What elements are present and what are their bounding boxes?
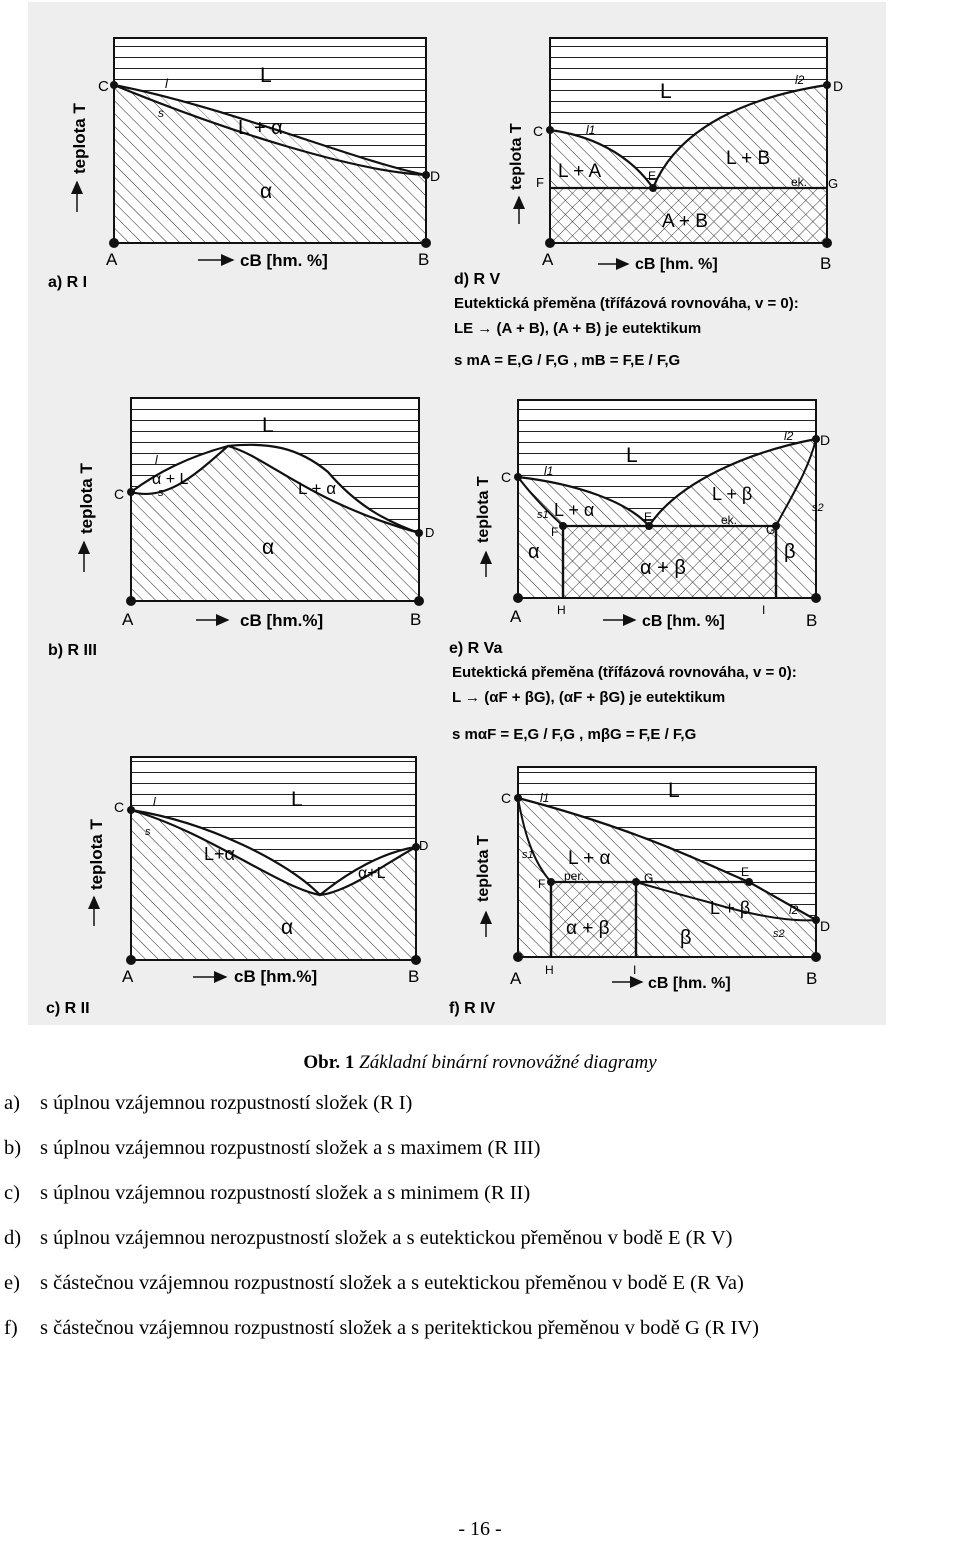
- panel-f-label-A: A: [510, 969, 522, 988]
- panel-f-label-C: C: [501, 790, 512, 806]
- panel-b-caption: b) R III: [48, 642, 97, 659]
- panel-d-axis-x: cB [hm. %]: [635, 256, 718, 273]
- panel-f-label-B: B: [806, 969, 818, 988]
- panel-b-axis-x: cB [hm.%]: [240, 611, 324, 630]
- panel-b-label-two-phase-left: α + L: [152, 471, 189, 488]
- panel-e-label-ek: ek.: [721, 513, 738, 527]
- panel-e-label-B: B: [806, 611, 818, 630]
- panel-f-label-E: E: [741, 865, 750, 879]
- legend-item: a) s úplnou vzájemnou rozpustností složek (R I): [4, 1092, 413, 1114]
- panel-f-label-ab: α + β: [566, 918, 610, 939]
- panel-f-label-Lb: L + β: [710, 898, 751, 918]
- panel-e-label-beta: β: [784, 541, 796, 563]
- panel-f-label-G: G: [644, 871, 654, 885]
- panel-d-label-AB: A + B: [662, 211, 708, 232]
- panel-f-label-s1: s1: [522, 849, 534, 861]
- panel-f-label-F: F: [538, 877, 546, 891]
- panel-f-label-per: per.: [564, 869, 585, 883]
- panel-d-label-L: L: [660, 80, 672, 103]
- panel-d-label-l1: l1: [586, 123, 596, 137]
- panel-c-label-D: D: [419, 838, 429, 853]
- panel-c-label-two-phase-left: L+α: [204, 844, 235, 864]
- panel-c-label-A: A: [122, 967, 134, 986]
- panel-c-label-two-phase-right: α+L: [358, 865, 386, 882]
- page-number: - 16 -: [458, 1518, 502, 1540]
- panel-e-label-L: L: [626, 444, 638, 467]
- panel-c-diagram: [46, 757, 428, 1017]
- figure-caption-prefix: Obr. 1: [303, 1052, 355, 1073]
- panel-c-label-B: B: [408, 967, 420, 986]
- panel-e-diagram: [449, 400, 830, 743]
- panel-a-caption: a) R I: [48, 274, 88, 291]
- panel-b-label-A: A: [122, 610, 134, 629]
- panel-a-axis-y: teplota T: [70, 103, 89, 174]
- panel-e-label-D: D: [820, 432, 831, 448]
- panel-c-label-L: L: [291, 788, 303, 811]
- panel-e-label-La: L + α: [554, 500, 595, 520]
- panel-e-text-line2: L → (αF + βG), (αF + βG) je eutektikum: [452, 689, 726, 706]
- panel-a-label-two-phase: L + α: [238, 117, 283, 139]
- panel-b-label-C: C: [114, 486, 125, 502]
- panel-d-label-ek: ek.: [791, 175, 808, 189]
- panel-e-caption: e) R Va: [449, 640, 503, 657]
- legend-item: b) s úplnou vzájemnou rozpustností složek a s maximem (R III): [4, 1137, 541, 1159]
- panel-f-label-l2: l2: [789, 903, 799, 917]
- panel-a-label-C: C: [98, 78, 109, 95]
- legend-item: d) s úplnou vzájemnou nerozpustností složek a s eutektickou přeměnou v bodě E (R V): [4, 1227, 733, 1249]
- panel-d-label-l2: l2: [795, 73, 805, 87]
- panel-b-axis-y: teplota T: [77, 463, 96, 534]
- phase-diagram-figure: [28, 2, 886, 1025]
- panel-e-label-s2: s2: [812, 502, 824, 514]
- panel-e-label-G: G: [766, 523, 776, 537]
- panel-f-label-beta: β: [680, 927, 692, 949]
- panel-e-label-C: C: [501, 469, 512, 485]
- figure-legend-list: [0, 1092, 960, 1362]
- panel-f-caption: f) R IV: [449, 1000, 496, 1017]
- panel-b-label-alpha: α: [262, 536, 275, 559]
- panel-a-label-L: L: [260, 64, 272, 87]
- panel-e-label-alpha: α: [528, 541, 540, 563]
- panel-e-label-I: I: [762, 603, 766, 617]
- panel-d-label-A: A: [542, 250, 554, 269]
- panel-d-label-G: G: [828, 176, 839, 191]
- panel-c-axis-x: cB [hm.%]: [234, 967, 318, 986]
- figure-caption-text: Základní binární rovnovážné diagramy: [359, 1052, 657, 1073]
- panel-d-label-C: C: [533, 123, 544, 139]
- panel-e-label-l2: l2: [784, 429, 794, 443]
- panel-a-label-l: l: [165, 76, 168, 91]
- legend-item: c) s úplnou vzájemnou rozpustností složek a s minimem (R II): [4, 1182, 531, 1204]
- panel-a-diagram: [48, 38, 440, 291]
- panel-d-text-line3: s mA = E,G / F,G , mB = F,E / F,G: [454, 352, 681, 369]
- panel-c-label-s: s: [145, 826, 151, 838]
- panel-b-label-L: L: [262, 414, 274, 437]
- panel-a-label-A: A: [106, 250, 118, 269]
- legend-item: e) s částečnou vzájemnou rozpustností složek a s eutektickou přeměnou v bodě E (R Va): [4, 1272, 744, 1294]
- panel-a-label-D: D: [430, 168, 441, 184]
- panel-e-text-line1: Eutektická přeměna (třífázová rovnováha, v = 0):: [452, 664, 797, 681]
- panel-e-label-l1: l1: [544, 464, 554, 478]
- panel-d-label-LA: L + A: [558, 161, 602, 182]
- panel-b-label-s: s: [158, 487, 164, 499]
- panel-e-label-E: E: [644, 510, 653, 524]
- panel-d-diagram: [454, 38, 843, 369]
- panel-d-label-LB: L + B: [726, 148, 771, 169]
- panel-b-label-two-phase-right: L + α: [298, 479, 337, 498]
- panel-c-label-C: C: [114, 799, 125, 815]
- panel-a-axis-x: cB [hm. %]: [240, 251, 328, 270]
- panel-e-axis-x: cB [hm. %]: [642, 613, 725, 630]
- panel-c-label-l: l: [153, 795, 156, 809]
- panel-f-label-D: D: [820, 918, 831, 934]
- legend-item: f) s částečnou vzájemnou rozpustností složek a s peritektickou přeměnou v bodě G (R IV): [4, 1317, 760, 1339]
- panel-b-label-l: l: [155, 453, 158, 467]
- panel-c-axis-y: teplota T: [87, 819, 106, 890]
- panel-d-text-line2: LE → (A + B), (A + B) je eutektikum: [454, 320, 702, 337]
- panel-e-label-H: H: [557, 603, 566, 617]
- panel-d-label-B: B: [820, 254, 832, 273]
- panel-f-label-L: L: [668, 779, 680, 802]
- panel-f-label-H: H: [545, 963, 554, 977]
- panel-b-label-D: D: [425, 525, 435, 540]
- panel-e-text-line3: s mαF = E,G / F,G , mβG = F,E / F,G: [452, 726, 697, 743]
- panel-f-axis-y: teplota T: [475, 835, 492, 902]
- panel-a-label-alpha: α: [260, 180, 273, 203]
- panel-e-label-A: A: [510, 607, 522, 626]
- panel-b-label-B: B: [410, 610, 422, 629]
- panel-f-diagram: [449, 767, 830, 1017]
- panel-b-diagram: [48, 398, 434, 659]
- panel-e-label-ab: α + β: [640, 557, 686, 579]
- panel-e-axis-y: teplota T: [475, 476, 492, 543]
- panel-d-axis-y: teplota T: [508, 123, 525, 190]
- panel-f-label-l1: l1: [540, 791, 550, 805]
- panel-d-label-F: F: [536, 175, 544, 190]
- panel-d-text-line1: Eutektická přeměna (třífázová rovnováha, v = 0):: [454, 295, 799, 312]
- panel-e-label-s1: s1: [537, 509, 549, 521]
- panel-d-caption: d) R V: [454, 271, 501, 288]
- panel-e-label-F: F: [551, 525, 559, 539]
- panel-a-label-B: B: [418, 250, 430, 269]
- panel-a-label-s: s: [158, 106, 164, 120]
- panel-c-caption: c) R II: [46, 1000, 90, 1017]
- panel-f-label-I: I: [633, 963, 637, 977]
- panel-f-label-s2: s2: [773, 928, 785, 940]
- panel-f-label-La: L + α: [568, 848, 611, 869]
- panel-c-label-alpha: α: [281, 916, 294, 939]
- panel-d-label-D: D: [833, 78, 844, 94]
- panel-d-label-E: E: [648, 169, 657, 183]
- figure-caption: [0, 1052, 960, 1074]
- panel-e-label-Lb: L + β: [712, 484, 753, 504]
- panel-f-axis-x: cB [hm. %]: [648, 975, 731, 992]
